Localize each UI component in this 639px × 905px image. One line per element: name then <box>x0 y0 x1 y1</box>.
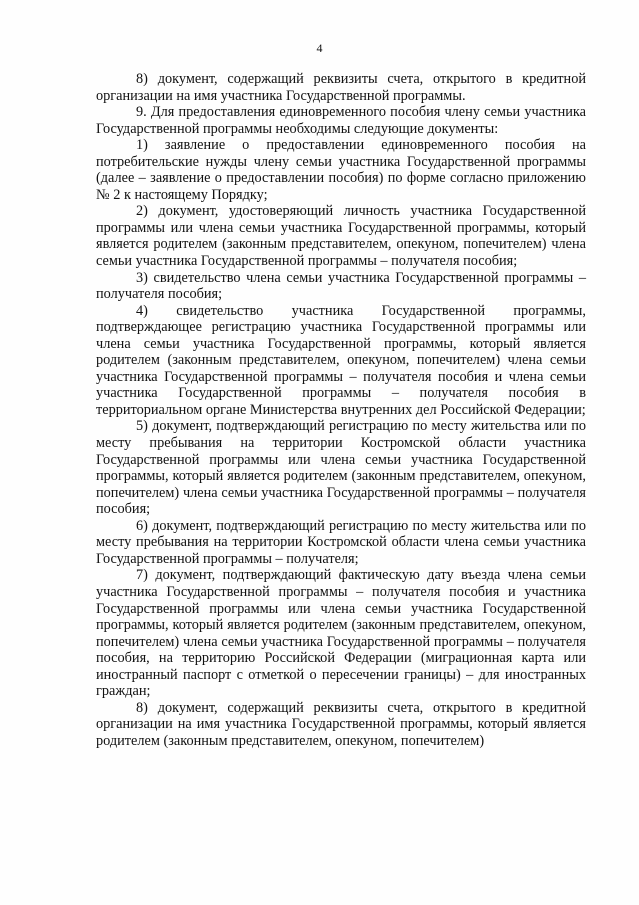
page-number: 4 <box>316 41 323 55</box>
paragraph-item-6-registration-recipient: 6) документ, подтверждающий регистрацию по месту жительства или по месту пребывания на территории Костромской области члена семьи участника Государственной программы – получателя; <box>96 517 586 567</box>
paragraph-item-8-account-details: 8) документ, содержащий реквизиты счета, открытого в кредитной организации на имя участника Государственной программы. <box>96 71 586 104</box>
paragraph-item-5-registration-participant: 5) документ, подтверждающий регистрацию по месту жительства или по месту пребывания на территории Костромской области участника Государственной программы или члена семьи участника Государственной программы, который является родителем (законным представителем, опекуном, попечителем) члена семьи участника Государственной программы – получателя пособия; <box>96 418 586 518</box>
paragraph-item-2-identity-document: 2) документ, удостоверяющий личность участника Государственной программы или члена семьи участника Государственной программы, который является родителем (законным представителем, опекуном, попечителем) члена семьи участника Государственной программы – получателя пособия; <box>96 203 586 270</box>
paragraph-item-7-entry-date: 7) документ, подтверждающий фактическую дату въезда члена семьи участника Государственной программы – получателя пособия и участника Государственной программы или члена семьи участника Государственной программы, который является родителем (законным представителем, опекуном, попечителем) члена семьи участника Государственной программы – получателя пособия, на территорию Российской Федерации (миграционная карта или иностранный паспорт с отметкой о пересечении границы) – для иностранных граждан; <box>96 567 586 700</box>
paragraph-item-4-participant-certificate: 4) свидетельство участника Государственной программы, подтверждающее регистрацию участника Государственной программы или члена семьи участника Государственной программы, который является родителем (законным представителем, опекуном, попечителем) члена семьи участника Государственной программы – получателя пособия и члена семьи участника Государственной программы – получателя пособия в территориальном органе Министерства внутренних дел Российской Федерации; <box>96 302 586 418</box>
paragraph-item-1-application: 1) заявление о предоставлении единовременного пособия на потребительские нужды члену семьи участника Государственной программы (далее – заявление о предоставлении пособия) по форме согласно приложению № 2 к настоящему Порядку; <box>96 137 586 203</box>
paragraph-section-9: 9. Для предоставления единовременного пособия члену семьи участника Государственной программы необходимы следующие документы: <box>96 104 586 137</box>
document-body <box>96 71 586 749</box>
paragraph-item-3-family-certificate: 3) свидетельство члена семьи участника Государственной программы – получателя пособия; <box>96 269 586 303</box>
paragraph-item-8-parent-account: 8) документ, содержащий реквизиты счета, открытого в кредитной организации на имя участника Государственной программы, который является родителем (законным представителем, опекуном, попечителем) <box>96 699 586 749</box>
